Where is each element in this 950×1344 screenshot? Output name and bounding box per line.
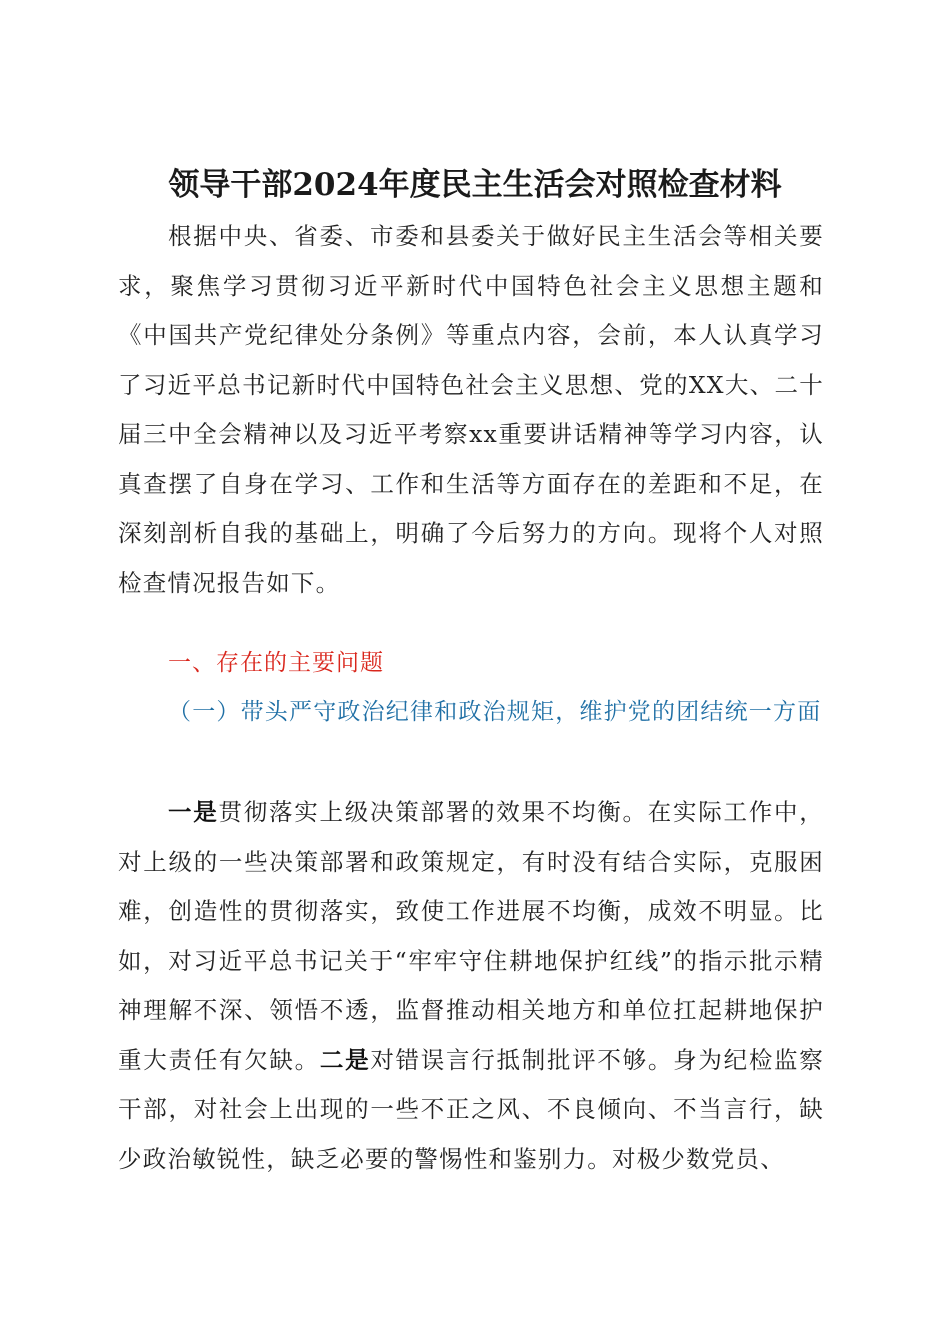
intro-paragraph: 根据中央、省委、市委和县委关于做好民主生活会等相关要求，聚焦学习贯彻习近平新时代中国特色社会主义思想主题和《中国共产党纪律处分条例》等重点内容，会前，本人认真学习了习近平总书记新时代中国特色社会主义思想、党的XX大、二十届三中全会精神以及习近平考察xx重要讲话精神等学习内容，认真查摆了自身在学习、工作和生活等方面存在的差距和不足，在深刻剖析自我的基础上，明确了今后努力的方向。现将个人对照检查情况报告如下。 [118,222,824,597]
lead-point-one: 一是 [168,798,219,826]
section-heading: 一、存在的主要问题 [168,650,384,676]
point-one-text: 贯彻落实上级决策部署的效果不均衡。在实际工作中，对上级的一些决策部署和政策规定，有时没有结合实际，克服困难，创造性的贯彻落实，致使工作进展不均衡，成效不明显。比如，对习近平总书记关于“牢牢守住耕地保护红线”的指示批示精神理解不深、领悟不透，监督推动相关地方和单位扛起耕地保护重大责任有欠缺。 [118,798,824,1074]
lead-point-two: 二是 [319,1045,371,1074]
body-paragraph [118,788,824,1184]
document-title: 领导干部2024年度民主生活会对照检查材料 [168,167,782,203]
subsection-heading: （一）带头严守政治纪律和政治规矩，维护党的团结统一方面 [168,699,822,725]
point-two-text: 对错误言行抵制批评不够。身为纪检监察干部，对社会上出现的一些不正之风、不良倾向、不当言行，缺少政治敏锐性，缺乏必要的警惕性和鉴别力。对极少数党员、 [118,1045,824,1173]
